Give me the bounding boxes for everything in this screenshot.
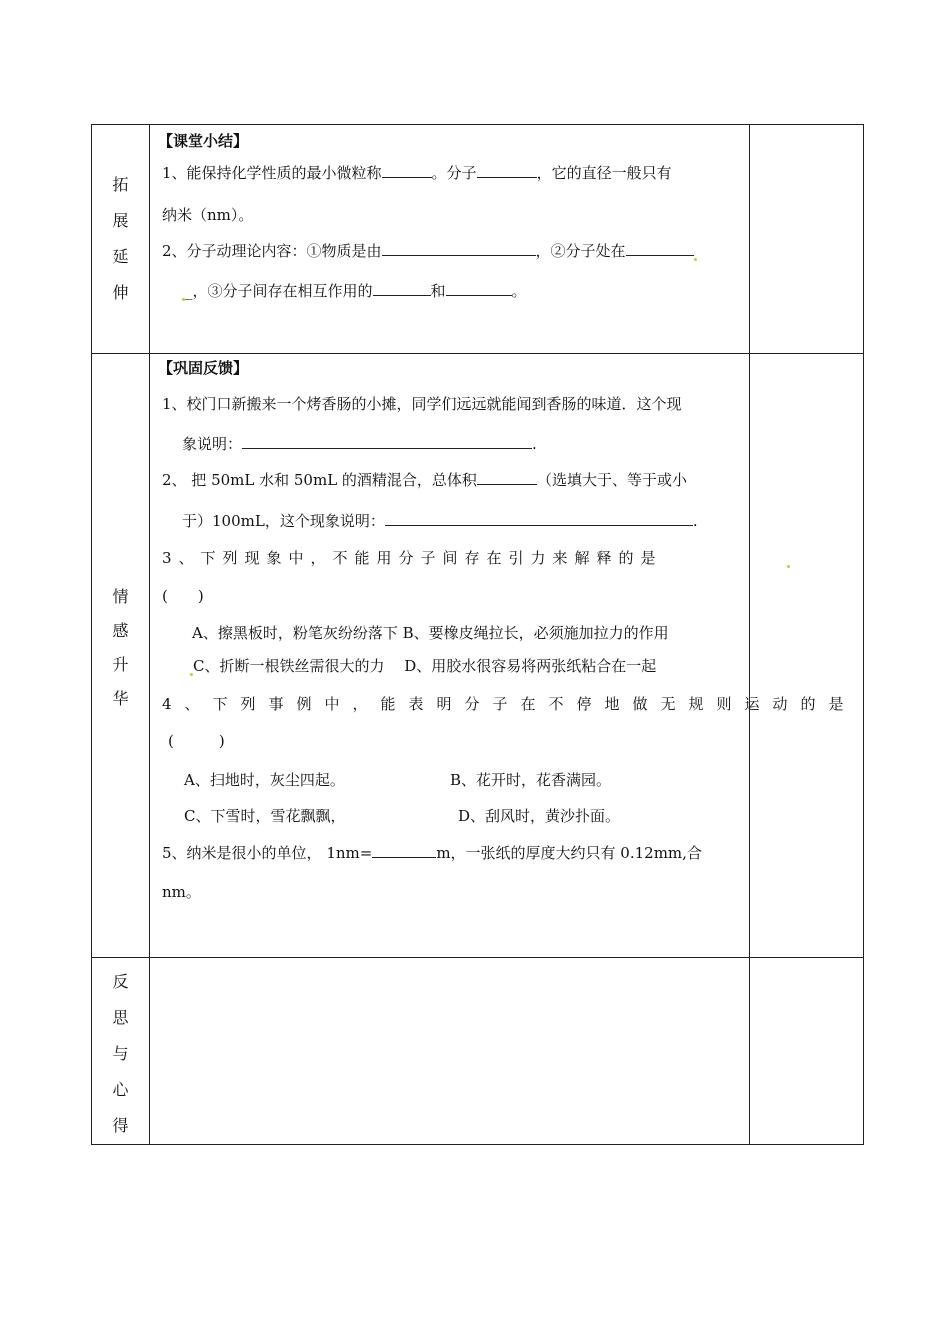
side-char: 情 — [112, 587, 129, 606]
side-char: 反 — [112, 972, 129, 991]
summary-line-2: 纳米（nm）。 — [162, 206, 254, 224]
row-consolidation — [92, 354, 864, 958]
question-4-option-c: C、下雪时，雪花飘飘， — [184, 807, 346, 825]
side-label-reflection — [92, 958, 150, 1145]
side-char: 升 — [112, 655, 129, 674]
answer-blank[interactable] — [477, 163, 537, 178]
row-extension — [92, 125, 864, 354]
question-3-options-ab: A、擦黑板时，粉笔灰纷纷落下 B、要橡皮绳拉长，必须施加拉力的作用 — [192, 624, 669, 642]
side-label-extension — [92, 125, 150, 354]
side-char: 感 — [112, 621, 129, 640]
question-4-option-d: D、刮风时，黄沙扑面。 — [458, 807, 621, 825]
side-char: 心 — [112, 1080, 129, 1099]
answer-blank[interactable] — [242, 434, 532, 449]
side-char: 与 — [112, 1044, 129, 1063]
answer-blank[interactable] — [446, 281, 512, 296]
question-4: 4、下列事例中，能表明分子在不停地做无规则运动的是 — [162, 695, 857, 713]
question-5: 5、纳米是很小的单位， 1nm= m，一张纸的厚度大约只有 0.12mm,合 — [162, 844, 702, 862]
notes-column — [750, 354, 864, 958]
mark-dot — [787, 565, 790, 568]
question-1-answer: 象说明： . — [182, 435, 537, 453]
side-char: 展 — [112, 211, 129, 230]
summary-line-4: _，③分子间存在相互作用的 和 。 — [182, 281, 527, 301]
row-reflection — [92, 958, 864, 1145]
question-3: 3、下列现象中，不能用分子间存在引力来解释的是 — [162, 548, 790, 568]
notes-column — [750, 958, 864, 1145]
side-label-sublimation — [92, 354, 150, 958]
question-4-option-a: A、扫地时，灰尘四起。 — [184, 771, 345, 789]
question-2: 2、 把 50mL 水和 50mL 的酒精混合，总体积 （选填大于、等于或小 — [162, 471, 687, 489]
side-char: 华 — [112, 689, 129, 708]
answer-blank[interactable] — [385, 511, 693, 526]
answer-blank[interactable] — [373, 281, 431, 296]
section-heading: 【课堂小结】 — [158, 132, 249, 150]
side-char: 延 — [112, 247, 129, 266]
summary-line-1: 1、能保持化学性质的最小微粒称 。分子 ，它的直径一般只有 — [162, 164, 672, 182]
question-3-options-cd: C、折断一根铁丝需很大的力 D、用胶水很容易将两张纸粘合在一起 — [190, 656, 656, 676]
reflection-area[interactable] — [150, 958, 750, 1145]
summary-section — [150, 125, 750, 354]
summary-line-3: 2、分子动理论内容：①物质是由 ，②分子处在 — [162, 241, 697, 261]
question-2-answer: 于）100mL，这个现象说明： . — [182, 512, 698, 530]
section-heading: 【巩固反馈】 — [158, 359, 249, 377]
notes-column — [750, 125, 864, 354]
mark-dot — [694, 258, 697, 261]
question-5-unit: nm。 — [162, 883, 201, 901]
question-4-paren: ( ) — [168, 732, 225, 750]
answer-blank[interactable] — [477, 470, 537, 485]
side-char: 得 — [112, 1116, 129, 1135]
answer-blank[interactable] — [382, 163, 432, 178]
worksheet-table — [91, 124, 864, 1145]
question-3-paren: ( ) — [162, 587, 204, 605]
answer-blank[interactable] — [372, 843, 436, 858]
feedback-section — [150, 354, 857, 958]
side-char: 思 — [112, 1008, 129, 1027]
side-char: 拓 — [112, 175, 129, 194]
question-4-option-b: B、花开时，花香满园。 — [450, 771, 612, 789]
side-char: 伸 — [112, 283, 129, 302]
answer-blank[interactable] — [382, 241, 536, 256]
answer-blank[interactable] — [626, 241, 694, 256]
question-1: 1、校门口新搬来一个烤香肠的小摊，同学们远远就能闻到香肠的味道．这个现 — [162, 395, 682, 413]
